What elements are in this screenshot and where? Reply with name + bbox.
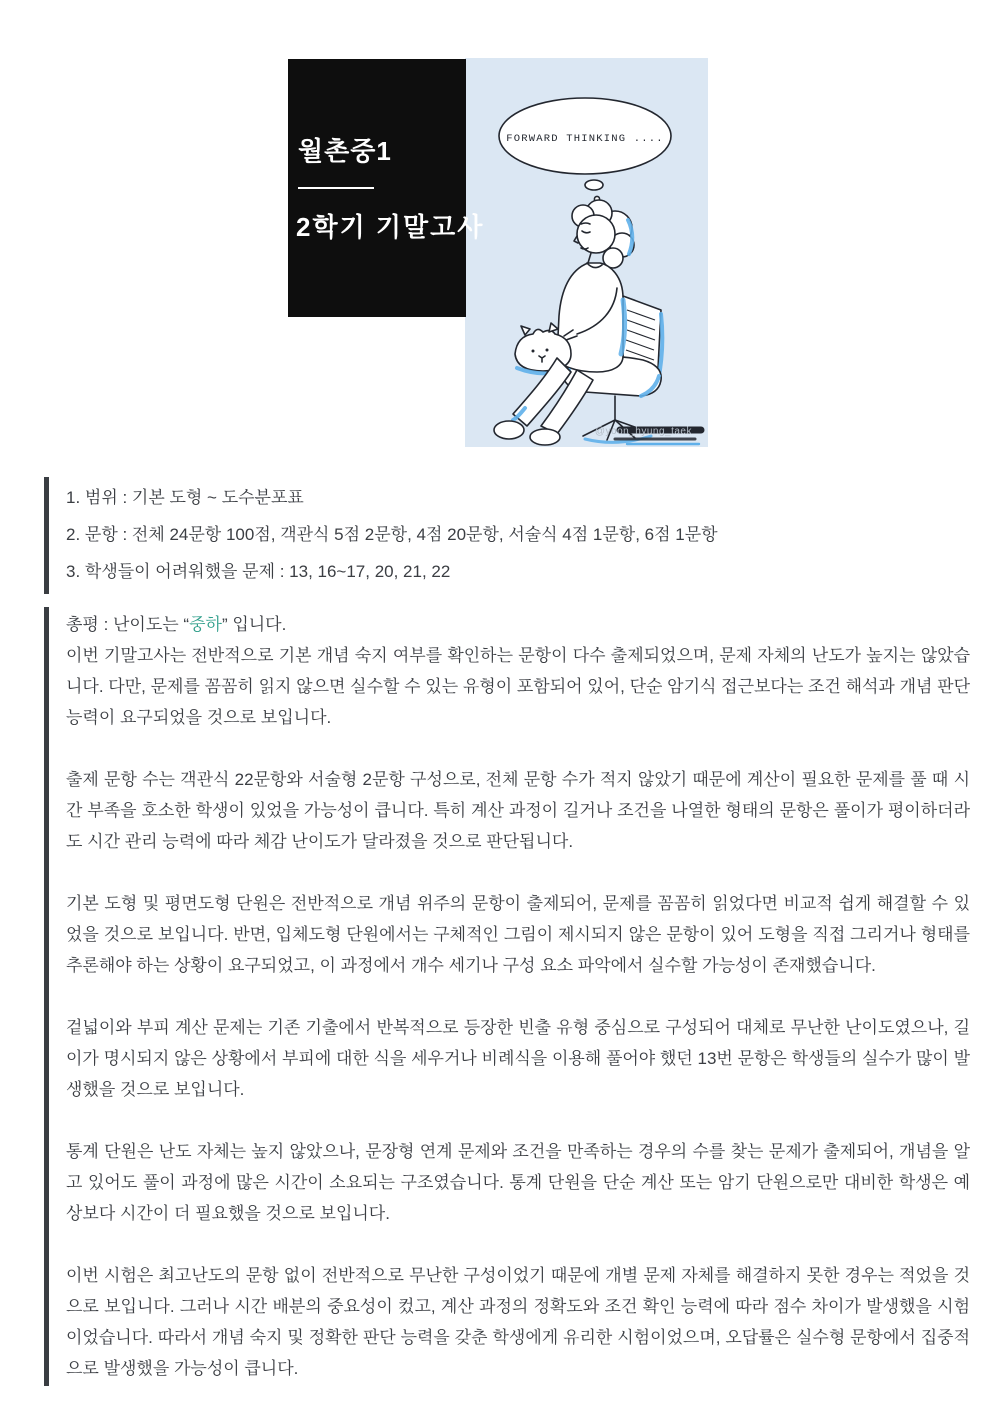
- watermark: @yoon_hyung_taek: [594, 426, 692, 437]
- shoe-left: [494, 421, 524, 439]
- shoe-right: [530, 429, 560, 445]
- headline-suffix: ” 입니다.: [221, 615, 287, 634]
- face: [577, 215, 615, 253]
- exam-title: 2학기 기말고사: [296, 212, 485, 242]
- title-panel: [288, 59, 485, 317]
- review-headline: [66, 609, 970, 640]
- headline-prefix: 총평 : 난이도는 “: [66, 615, 190, 634]
- thinking-person-illustration: [465, 58, 708, 447]
- title-divider: [298, 187, 374, 189]
- info-questions: 2. 문항 : 전체 24문항 100점, 객관식 5점 2문항, 4점 20문항, 서술식 4점 1문항, 6점 1문항: [66, 525, 718, 544]
- exam-info-list: [44, 477, 966, 594]
- info-scope: 1. 범위 : 기본 도형 ~ 도수분포표: [66, 488, 304, 507]
- review-paragraph: 이번 시험은 최고난도의 문항 없이 전반적으로 무난한 구성이었기 때문에 개별 문제 자체를 해결하지 못한 경우는 적었을 것으로 보입니다. 그러나 시간 배분의 중요성이 컸고, 계산 과정의 정확도와 조건 확인 능력에 따라 점수 차이가 발생했을 시험이었습니다. 따라서 개념 숙지 및 정확한 판단 능력을 갖춘 학생에게 유리한 시험이었으며, 오답률은 실수형 문항에서 집중적으로 발생했을 가능성이 큽니다.: [66, 1266, 970, 1378]
- review-paragraph: 겉넓이와 부피 계산 문제는 기존 기출에서 반복적으로 등장한 빈출 유형 중심으로 구성되어 대체로 무난한 난이도였으나, 길이가 명시되지 않은 상황에서 부피에 대한 식을 세우거나 비례식을 이용해 풀어야 했던 13번 문항은 학생들의 실수가 많이 발생했을 것으로 보입니다.: [66, 1018, 970, 1099]
- thought-bubble-small: [585, 180, 603, 190]
- info-hard-questions: 3. 학생들이 어려워했을 문제 : 13, 16~17, 20, 21, 22: [66, 562, 451, 581]
- review-paragraph: 출제 문항 수는 객관식 22문항와 서술형 2문항 구성으로, 전체 문항 수가 적지 않았기 때문에 계산이 필요한 문제를 풀 때 시간 부족을 호소한 학생이 있었을 가능성이 큽니다. 특히 계산 과정이 길거나 조건을 나열한 형태의 문항은 풀이가 평이하더라도 시간 관리 능력에 따라 체감 난이도가 달라졌을 것으로 판단됩니다.: [66, 770, 970, 851]
- review-paragraph: 기본 도형 및 평면도형 단원은 전반적으로 개념 위주의 문항이 출제되어, 문제를 꼼꼼히 읽었다면 비교적 쉽게 해결할 수 있었을 것으로 보입니다. 반면, 입체도형 단원에서는 구체적인 그림이 제시되지 않은 문항이 있어 도형을 직접 그리거나 형태를 추론해야 하는 상황이 요구되었고, 이 과정에서 개수 세기나 구성 요소 파악에서 실수할 가능성이 존재했습니다.: [66, 894, 970, 975]
- review-section: [44, 607, 970, 1386]
- school-title: 월촌중1: [298, 136, 392, 166]
- thought-bubble-text: FORWARD THINKING ....: [506, 133, 664, 145]
- difficulty-badge: 중하: [189, 615, 222, 634]
- review-paragraph: 통계 단원은 난도 자체는 높지 않았으나, 문장형 연계 문제와 조건을 만족하는 경우의 수를 찾는 문제가 출제되어, 개념을 알고 있어도 풀이 과정에 많은 시간이 소요되는 구조였습니다. 통계 단원을 단순 계산 또는 암기 단원으로만 대비한 학생은 예상보다 시간이 더 필요했을 것으로 보입니다.: [66, 1142, 970, 1223]
- review-paragraph: 이번 기말고사는 전반적으로 기본 개념 숙지 여부를 확인하는 문항이 다수 출제되었으며, 문제 자체의 난도가 높지는 않았습니다. 다만, 문제를 꼼꼼히 읽지 않으면 실수할 수 있는 유형이 포함되어 있어, 단순 암기식 접근보다는 조건 해석과 개념 판단 능력이 요구되었을 것으로 보입니다.: [66, 646, 970, 727]
- illustration: [465, 58, 708, 447]
